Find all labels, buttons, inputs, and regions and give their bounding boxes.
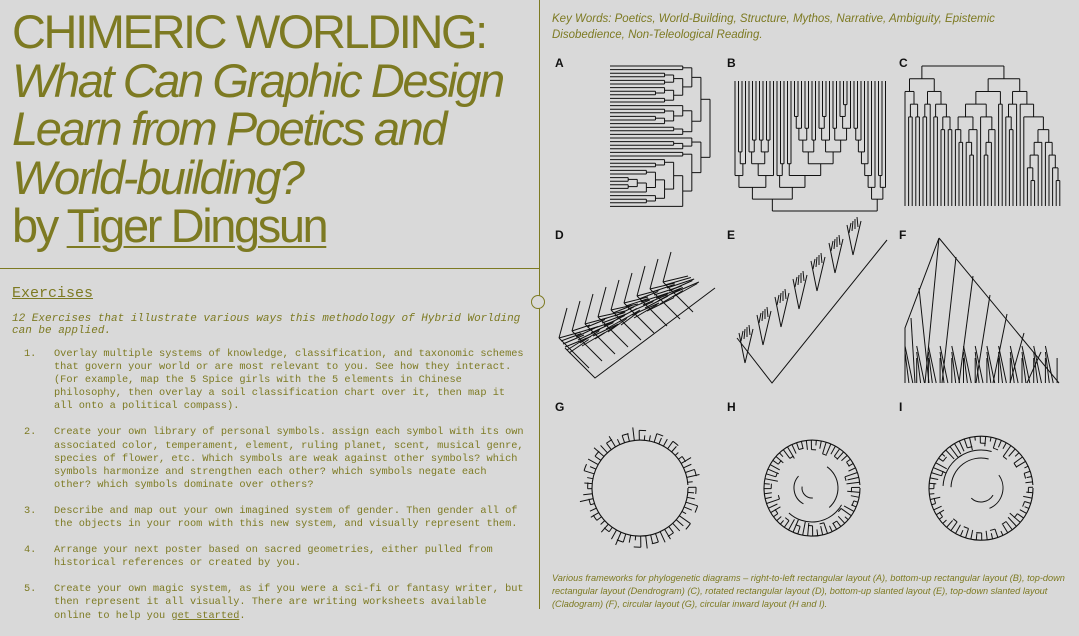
panel-label: E [727, 228, 736, 242]
exercises-heading: Exercises [12, 285, 94, 302]
item-text: Describe and map out your own imagined system of gender. Then gender all of the objects in your room with this new system, and visually represent them. [54, 504, 518, 531]
item-text [54, 583, 527, 622]
item-text-before: Create your own magic system, as if you were a sci-fi or fantasy writer, but then represent it all visually. There are writing worksheets available online to help you [54, 583, 524, 622]
tree-bottom-up-slanted-icon [727, 228, 892, 388]
item-number: 5. [24, 583, 37, 596]
panel-label: A [555, 56, 564, 70]
panel-b [727, 56, 892, 216]
panel-label: G [555, 400, 565, 414]
get-started-link[interactable]: get started [171, 609, 240, 622]
list-item [12, 583, 527, 622]
panel-a [555, 56, 720, 216]
list-item [12, 348, 527, 413]
keywords-text: Key Words: Poetics, World-Building, Structure, Mythos, Narrative, Ambiguity, Epistemic Disobedience, Non-Teleological Reading. [552, 13, 995, 41]
panel-label: C [899, 56, 908, 70]
list-item [12, 505, 527, 531]
item-text: Arrange your next poster based on sacred geometries, either pulled from historical references or created by you. [54, 544, 493, 570]
item-number: 1. [24, 348, 37, 360]
tree-top-down-slanted-icon [899, 228, 1064, 388]
panel-f [899, 228, 1064, 388]
panel-i [899, 400, 1064, 560]
left-column [0, 0, 539, 622]
title-line-2: What Can Graphic Design [12, 53, 503, 107]
title-line-3: Learn from Poetics and [12, 102, 446, 155]
item-number: 4. [24, 544, 37, 557]
exercises-list [12, 348, 527, 636]
page-title [12, 5, 537, 252]
tree-right-to-left-rectangular-icon [555, 56, 720, 216]
panel-label: F [899, 228, 907, 242]
panel-label: B [727, 56, 736, 70]
section-divider [0, 268, 539, 269]
item-text: Overlay multiple systems of knowledge, classification, and taxonomic schemes that govern your world or are most relevant to you. See how they interact. (For example, map the 5 Spice girls with the 5 elements in Chinese philosophy, then overlay a soil classification chart over it, then map it all onto a political compass). [54, 348, 524, 413]
tree-circular-inward-icon [727, 400, 892, 560]
exercises-subtitle: 12 Exercises that illustrate various ways this methodology of Hybrid Worlding can be applied. [12, 313, 521, 337]
title-line-4: World-building? [12, 150, 303, 204]
list-item [12, 426, 527, 491]
byline [12, 199, 537, 252]
author-link[interactable]: Tiger Dingsun [66, 199, 327, 252]
right-column [541, 0, 1079, 609]
panel-label: D [555, 228, 564, 242]
tree-top-down-rectangular-icon [899, 56, 1064, 216]
item-text: Create your own library of personal symbols. assign each symbol with its own associated color, temperament, element, ruling planet, scent, musical genre, species of flower, etc. Which symbols are weak against other symbols? which symbols harmonize and strengthen each other? which symbols negate each other? which symbols dominate over others? [54, 426, 524, 491]
panel-label: H [727, 400, 736, 414]
panel-g [555, 400, 720, 560]
item-number: 3. [24, 504, 37, 517]
by-prefix: by [12, 199, 67, 252]
tree-circular-icon [555, 400, 720, 560]
panel-label: I [899, 400, 903, 414]
panel-d [555, 228, 720, 388]
item-number: 2. [24, 426, 37, 439]
figure-caption: Various frameworks for phylogenetic diagrams – right-to-left rectangular layout (A), bottom-up rectangular layout (B), top-down rectangular layout (Dendrogram) (C), rotated rectangular layout (D), bottom-up slanted layout (E), top-down slanted layout (Cladogram) (F), circular layout (G), circular inward layout (H and I). [552, 573, 1065, 609]
panel-e [727, 228, 892, 388]
list-item [12, 544, 527, 570]
item-text-after: . [239, 609, 246, 622]
title-line-1: CHIMERIC WORLDING: [12, 5, 486, 58]
panel-c [899, 56, 1064, 216]
panel-h [727, 400, 892, 560]
tree-bottom-up-rectangular-icon [727, 56, 892, 216]
tree-rotated-rectangular-icon [555, 228, 720, 388]
tree-circular-inward-icon-2 [899, 400, 1064, 560]
